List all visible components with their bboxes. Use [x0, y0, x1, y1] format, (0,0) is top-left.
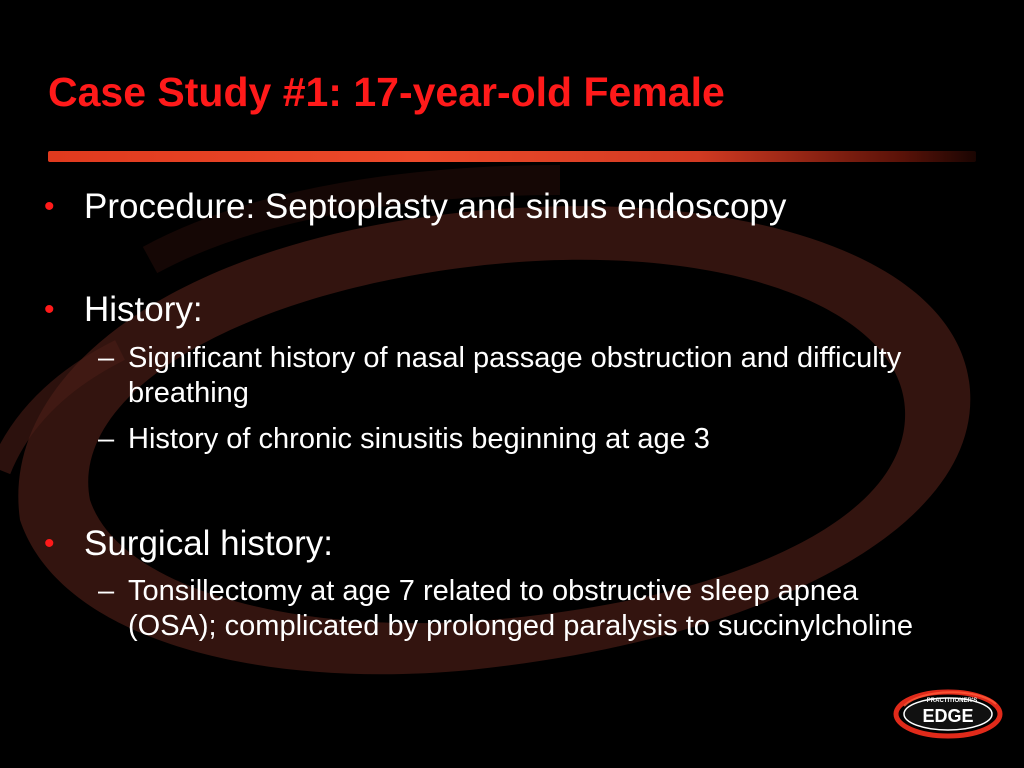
- subitem-chronic-sinusitis: [98, 422, 938, 457]
- subitem-tonsillectomy: [98, 574, 938, 644]
- subitem-nasal-obstruction: [98, 341, 938, 411]
- logo-top-text: PRACTITIONER'S: [926, 698, 978, 704]
- subitem-dash: –: [98, 575, 115, 607]
- subitem-text: History of chronic sinusitis beginning at age 3: [128, 423, 710, 455]
- practitioners-edge-logo: [892, 686, 1004, 740]
- subitem-dash: –: [98, 423, 115, 455]
- bullet-text: Procedure: Septoplasty and sinus endoscopy: [84, 187, 787, 226]
- bullet-dot: •: [44, 527, 55, 560]
- subitem-text: Significant history of nasal passage obstruction and difficulty breathing: [128, 342, 902, 409]
- logo-main-text: EDGE: [922, 706, 974, 726]
- subitem-dash: –: [98, 342, 115, 374]
- subitem-text: Tonsillectomy at age 7 related to obstructive sleep apnea (OSA); complicated by prolonged paralysis to succinylcholine: [128, 575, 913, 642]
- slide-title: Case Study #1: 17-year-old Female: [48, 69, 725, 115]
- bullet-dot: •: [44, 293, 55, 326]
- bullet-dot: •: [44, 190, 55, 223]
- bullet-text: History:: [84, 290, 203, 329]
- bullet-text: Surgical history:: [84, 524, 333, 563]
